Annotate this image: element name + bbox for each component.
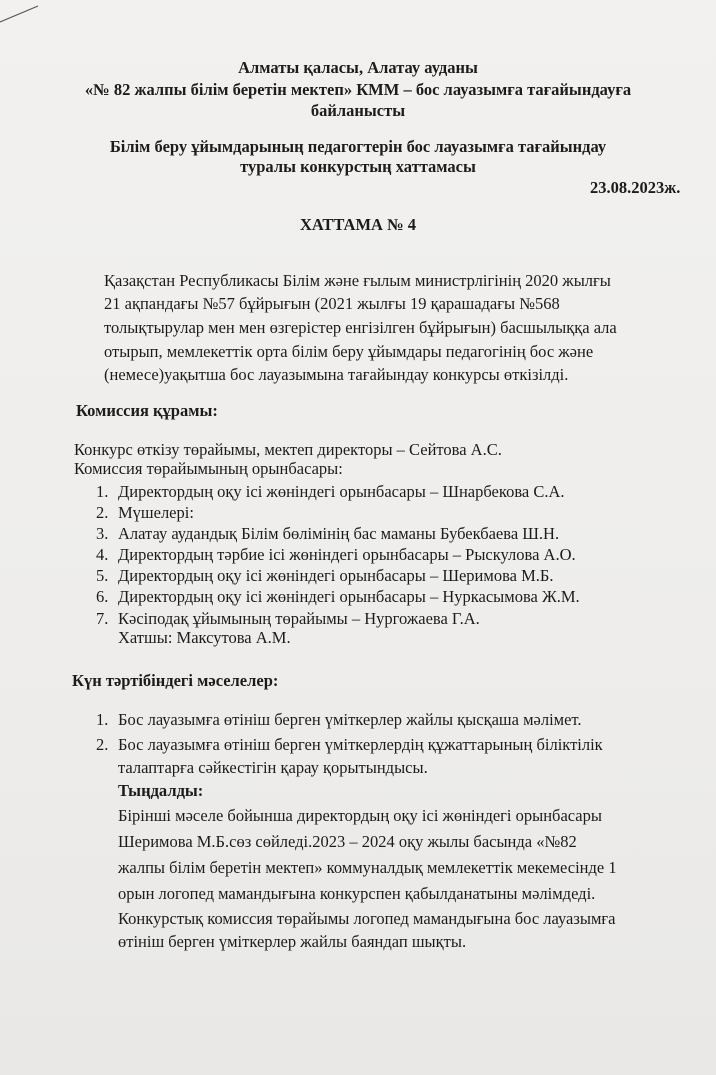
listened-heading: Тыңдалды: (118, 781, 204, 800)
body-line: жалпы білім беретін мектеп» коммуналдық мемлекеттік мекемесінде 1 (118, 858, 617, 877)
member-number: 3. (96, 524, 109, 543)
agenda-item (96, 735, 603, 755)
agenda-number: 1. (96, 710, 109, 729)
header-school: «№ 82 жалпы білім беретін мектеп» КММ – бос лауазымға тағайындауға (84, 80, 632, 99)
member-text: Мүшелері: (118, 503, 194, 522)
protocol-date: 23.08.2023ж. (590, 178, 681, 197)
member-text: Директордың оқу ісі жөніндегі орынбасары – Нуркасымова Ж.М. (118, 587, 580, 606)
member-item (96, 609, 480, 629)
member-text: Директордың оқу ісі жөніндегі орынбасары – Шнарбекова С.А. (118, 482, 565, 501)
commission-heading: Комиссия құрамы: (76, 401, 218, 420)
member-text: Директордың оқу ісі жөніндегі орынбасары – Шеримова М.Б. (118, 566, 554, 585)
header-city: Алматы қаласы, Алатау ауданы (238, 58, 478, 77)
protocol-number: ХАТТАМА № 4 (299, 215, 417, 234)
member-item (96, 545, 576, 565)
member-number: 1. (96, 482, 109, 501)
commission-secretary: Хатшы: Максутова А.М. (118, 628, 291, 647)
body-line: орын логопед мамандығына конкурспен қабылданатыны мәлімдеді. (118, 884, 596, 903)
member-item (96, 482, 565, 502)
agenda-item (96, 710, 582, 730)
header-title-1: Білім беру ұйымдарының педагогтерін бос лауазымға тағайындау (109, 137, 607, 156)
member-text: Кәсіподақ ұйымының төрайымы – Нургожаева Г.А. (118, 609, 480, 628)
paper-fold-mark (0, 0, 42, 30)
header-relation: байланысты (310, 101, 406, 120)
header-title-2: туралы конкурстың хаттамасы (240, 157, 476, 176)
member-number: 6. (96, 587, 109, 606)
agenda-number: 2. (96, 735, 109, 754)
agenda-text: Бос лауазымға өтініш берген үміткерлер жайлы қысқаша мәлімет. (118, 710, 582, 729)
member-item (96, 587, 580, 607)
member-number: 2. (96, 503, 109, 522)
commission-deputy-label: Комиссия төрайымының орынбасары: (74, 459, 343, 478)
intro-line: отырып, мемлекеттік орта білім беру ұйымдары педагогінің бос және (104, 342, 594, 361)
member-number: 5. (96, 566, 109, 585)
commission-chair: Конкурс өткізу төрайымы, мектеп директоры – Сейтова А.С. (74, 440, 502, 459)
intro-line: 21 ақпандағы №57 бұйрығын (2021 жылғы 19 қарашадағы №568 (104, 294, 560, 313)
member-item (96, 524, 559, 544)
agenda-text-cont: талаптарға сәйкестігін қарау қорытындысы. (118, 758, 428, 777)
intro-line: толықтырулар мен мен өзгерістер енгізілген бұйрығын) басшылыққа ала (104, 318, 617, 337)
member-text: Алатау аудандық Білім бөлімінің бас маманы Бубекбаева Ш.Н. (118, 524, 560, 543)
agenda-heading: Күн тәртібіндегі мәселелер: (72, 671, 279, 690)
intro-line: (немесе)уақытша бос лауазымына тағайындау конкурсы өткізілді. (104, 365, 569, 384)
member-number: 7. (96, 609, 109, 628)
body-line: Бірінші мәселе бойынша директордың оқу ісі жөніндегі орынбасары (118, 806, 602, 825)
member-text: Директордың тәрбие ісі жөніндегі орынбасары – Рыскулова А.О. (118, 545, 576, 564)
intro-line: Қазақстан Республикасы Білім және ғылым министрлігінің 2020 жылғы (104, 271, 611, 290)
body-line: өтініш берген үміткерлер жайлы баяндап шықты. (118, 932, 467, 951)
agenda-text: Бос лауазымға өтініш берген үміткерлердің құжаттарының біліктілік (118, 735, 603, 754)
member-item (96, 566, 554, 586)
member-number: 4. (96, 545, 109, 564)
member-item (96, 503, 194, 523)
body-line: Шеримова М.Б.сөз сөйледі.2023 – 2024 оқу жылы басында «№82 (118, 832, 577, 851)
body-line: Конкурстық комиссия төрайымы логопед мамандығына бос лауазымға (118, 909, 616, 928)
